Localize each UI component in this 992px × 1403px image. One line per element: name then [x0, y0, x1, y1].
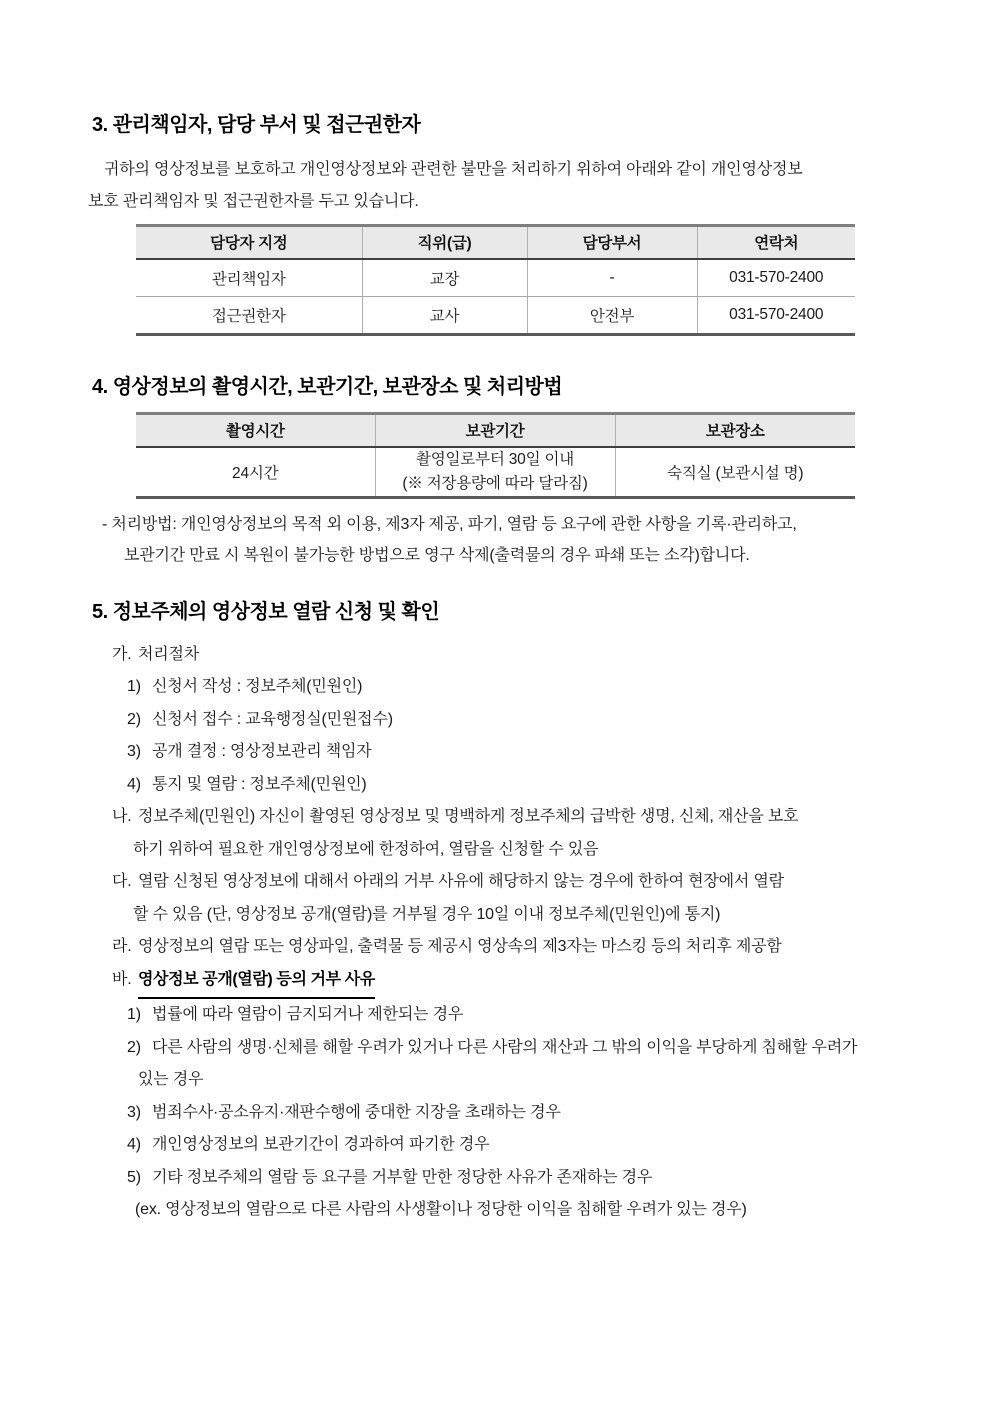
list-subitem — [88, 704, 908, 737]
cell-location: 숙직실 (보관시설 명) — [615, 447, 855, 498]
refusal-reason-item — [88, 1032, 908, 1065]
cell-manager-phone: 031-570-2400 — [697, 259, 855, 297]
cell-manager-position: 교장 — [362, 259, 527, 297]
recording-table-header-row — [136, 414, 855, 447]
subitem-text: 개인영상정보의 보관기간이 경과하여 파기한 경우 — [152, 1136, 490, 1153]
list-item-da — [88, 866, 908, 899]
table-row — [136, 297, 855, 335]
subitem-text: 공개 결정 : 영상정보관리 책임자 — [152, 743, 372, 760]
list-item-da-continuation: 할 수 있음 (단, 영상정보 공개(열람)를 거부될 경우 10일 이내 정보주체(민원인)에 통지) — [133, 905, 721, 923]
subitem-number: 5) — [127, 1168, 141, 1186]
list-subitem — [88, 769, 908, 802]
list-item-text: 영상정보의 열람 또는 영상파일, 출력물 등 제공시 영상속의 제3자는 마스킹 등의 처리후 제공함 — [138, 938, 782, 955]
refusal-reason-item — [88, 1129, 908, 1162]
header-cell-department: 담당부서 — [527, 226, 697, 259]
subitem-number: 1) — [127, 1006, 141, 1023]
table-row — [136, 447, 855, 498]
list-item-label: 바. — [112, 970, 132, 988]
section-4-heading: 4. 영상정보의 촬영시간, 보관기간, 보관장소 및 처리방법 — [92, 376, 563, 398]
refusal-reasons-title: 영상정보 공개(열람) 등의 거부 사유 — [138, 964, 375, 1000]
subitem-text: 신청서 접수 : 교육행정실(민원접수) — [152, 710, 393, 728]
cell-shoot-time: 24시간 — [136, 447, 375, 498]
subitem-text: 법률에 따라 열람이 금지되거나 제한되는 경우 — [152, 1006, 464, 1023]
list-subitem — [88, 736, 908, 769]
list-item-text: 처리절차 — [138, 645, 200, 663]
cell-access-phone: 031-570-2400 — [697, 297, 855, 335]
list-item-text: 열람 신청된 영상정보에 대해서 아래의 거부 사유에 해당하지 않는 경우에 한하여 현장에서 열람 — [138, 873, 784, 890]
section-3-intro-paragraph — [88, 154, 908, 218]
list-item-ba — [88, 964, 908, 1000]
list-item-label: 라. — [112, 938, 132, 955]
retention-line: (※ 저장용량에 따라 달라짐) — [402, 474, 588, 492]
list-item-label: 가. — [112, 645, 132, 663]
recording-table — [136, 412, 855, 499]
section-5-heading: 5. 정보주체의 영상정보 열람 신청 및 확인 — [92, 600, 440, 623]
list-item-text: 정보주체(민원인) 자신이 촬영된 영상정보 및 명백하게 정보주체의 급박한 생명, 신체, 재산을 보호 — [138, 808, 799, 825]
table-row — [136, 259, 855, 297]
subitem-number: 1) — [127, 678, 141, 695]
retention-line: 촬영일로부터 30일 이내 — [415, 450, 574, 468]
list-item-ra — [88, 931, 908, 964]
refusal-reason-continuation: 있는 경우 — [138, 1071, 204, 1088]
method-line: 보관기간 만료 시 복원이 불가능한 방법으로 영구 삭제(출력물의 경우 파쇄 또는 소각)합니다. — [124, 546, 750, 564]
subitem-text: 신청서 작성 : 정보주체(민원인) — [152, 678, 363, 695]
contacts-table-header-row — [136, 226, 855, 259]
contacts-table — [136, 224, 855, 336]
subitem-number: 4) — [127, 775, 141, 793]
intro-line: 보호 관리책임자 및 접근권한자를 두고 있습니다. — [88, 193, 419, 210]
refusal-reason-item — [88, 999, 908, 1032]
header-cell-contact: 연락처 — [697, 226, 855, 259]
cell-retention — [375, 447, 615, 498]
list-item-na — [88, 801, 908, 834]
list-item-label: 다. — [112, 873, 132, 890]
refusal-example-line: (ex. 영상정보의 열람으로 다른 사람의 사생활이나 정당한 이익을 침해할 우려가 있는 경우) — [135, 1201, 747, 1218]
processing-method-paragraph — [88, 509, 908, 571]
refusal-reason-item — [88, 1097, 908, 1130]
recording-table-wrapper — [136, 412, 855, 499]
list-item-ga — [88, 639, 908, 672]
subitem-number: 2) — [127, 1038, 141, 1056]
header-cell-shoot-time: 촬영시간 — [136, 414, 375, 447]
cell-manager: 관리책임자 — [136, 259, 362, 297]
subitem-number: 4) — [127, 1136, 141, 1153]
header-cell-designation: 담당자 지정 — [136, 226, 362, 259]
header-cell-retention: 보관기간 — [375, 414, 615, 447]
cell-access-holder: 접근권한자 — [136, 297, 362, 335]
contacts-table-wrapper — [136, 224, 855, 336]
subitem-text: 범죄수사·공소유지·재판수행에 중대한 지장을 초래하는 경우 — [152, 1103, 561, 1121]
subitem-text: 기타 정보주체의 열람 등 요구를 거부할 만한 정당한 사유가 존재하는 경우 — [152, 1168, 653, 1186]
header-cell-position: 직위(급) — [362, 226, 527, 259]
header-cell-location: 보관장소 — [615, 414, 855, 447]
subitem-number: 3) — [127, 743, 141, 760]
subitem-text: 다른 사람의 생명·신체를 해할 우려가 있거나 다른 사람의 재산과 그 밖의 이익을 부당하게 침해할 우려가 — [152, 1038, 858, 1056]
cell-access-department: 안전부 — [527, 297, 697, 335]
cell-access-position: 교사 — [362, 297, 527, 335]
subitem-number: 3) — [127, 1103, 141, 1121]
cell-manager-department: - — [527, 259, 697, 297]
list-item-label: 나. — [112, 808, 132, 825]
subitem-number: 2) — [127, 710, 141, 728]
subitem-text: 통지 및 열람 : 정보주체(민원인) — [152, 775, 367, 793]
section-5-list — [88, 639, 908, 1227]
refusal-reason-item — [88, 1162, 908, 1195]
section-3-heading: 3. 관리책임자, 담당 부서 및 접근권한자 — [92, 114, 421, 136]
intro-line: 귀하의 영상정보를 보호하고 개인영상정보와 관련한 불만을 처리하기 위하여 아래와 같이 개인영상정보 — [104, 161, 803, 178]
method-line: - 처리방법: 개인영상정보의 목적 외 이용, 제3자 제공, 파기, 열람 등 요구에 관한 사항을 기록·관리하고, — [102, 515, 797, 533]
list-subitem — [88, 671, 908, 704]
list-item-na-continuation: 하기 위하여 필요한 개인영상정보에 한정하여, 열람을 신청할 수 있음 — [133, 840, 599, 858]
